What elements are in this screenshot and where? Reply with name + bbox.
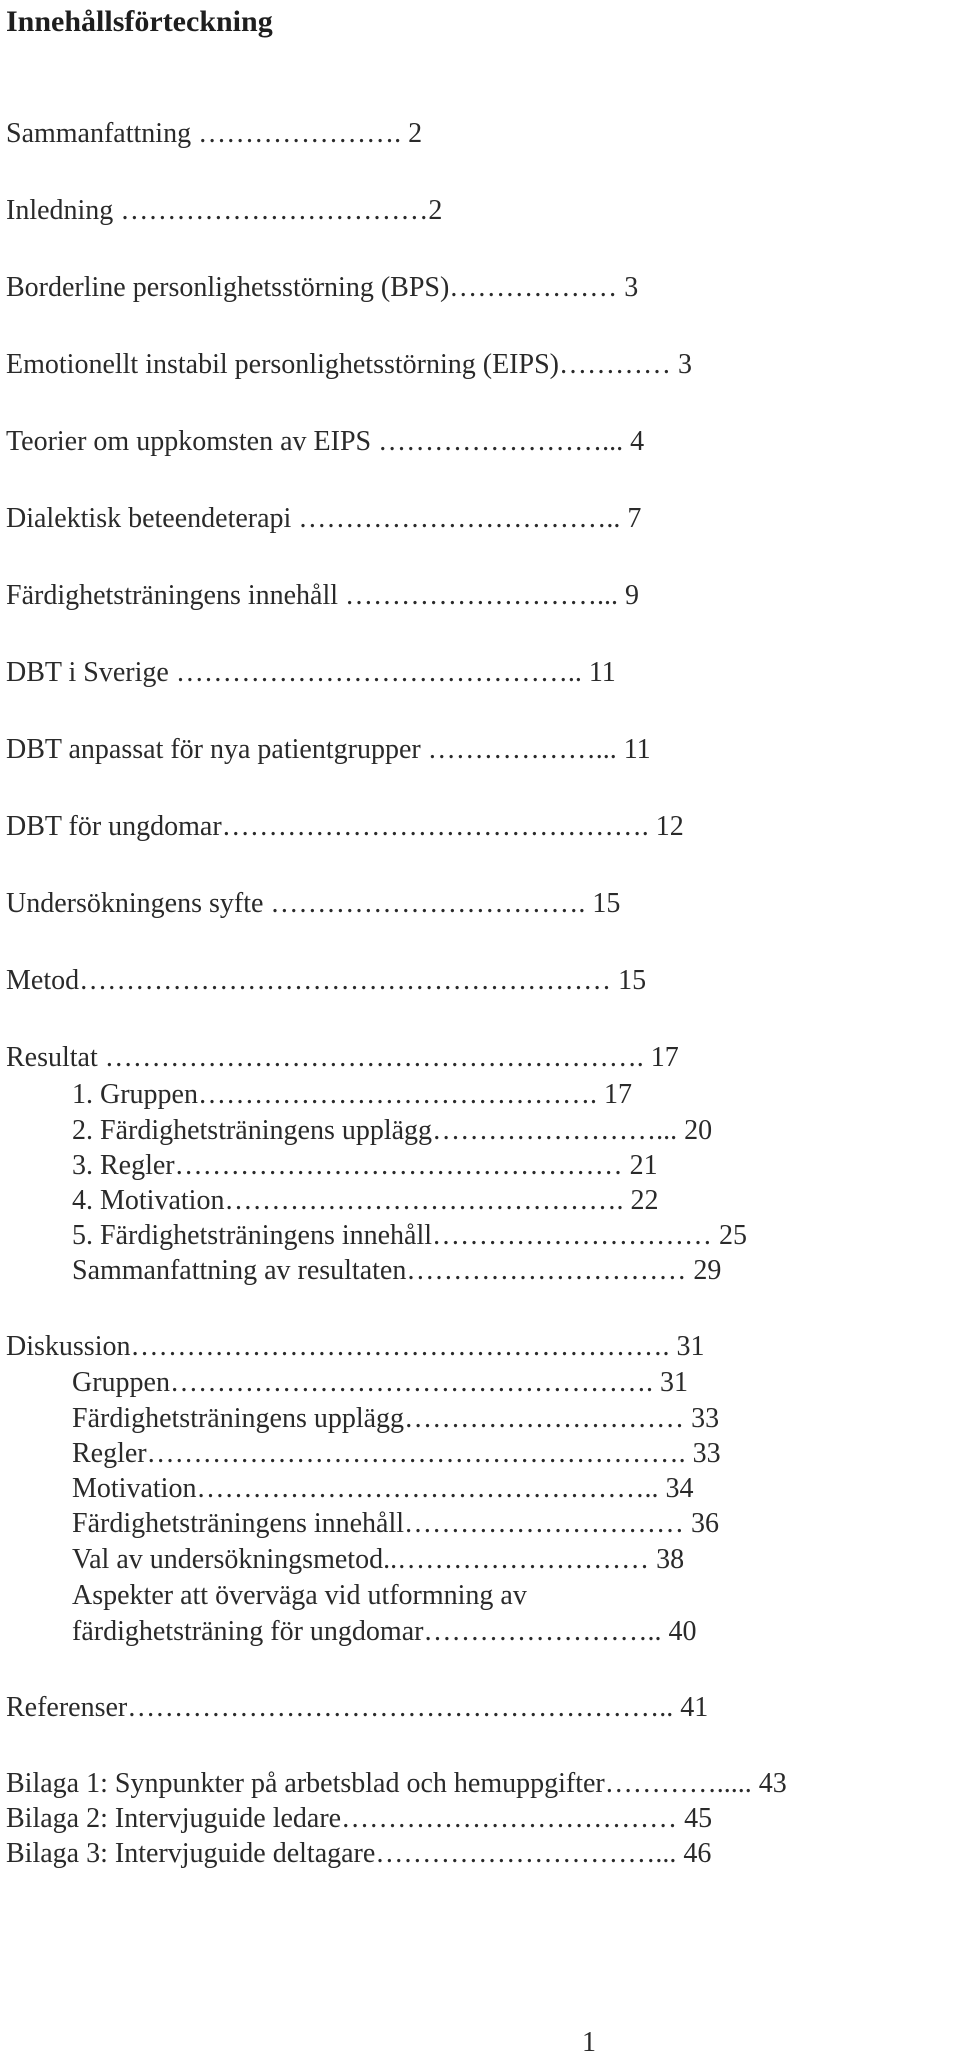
toc-entry-page: 33 xyxy=(691,1403,720,1434)
toc-entry-label: DBT anpassat för nya patientgrupper xyxy=(6,734,421,765)
toc-entry-leader: ……………………………………. xyxy=(224,1185,631,1216)
toc-entry-page: 11 xyxy=(623,734,651,765)
toc-entry[interactable] xyxy=(72,1543,684,1577)
toc-entry-leader: ………………………... xyxy=(338,580,626,611)
toc-entry-leader: ………………………… xyxy=(432,1220,720,1251)
toc-entry-leader: ………………………… xyxy=(404,1403,692,1434)
toc-entry-leader: ……………………………. xyxy=(263,888,593,919)
toc-entry-leader: ………………………………………….. xyxy=(196,1473,666,1504)
toc-entry-label: Bilaga 1: Synpunkter på arbetsblad och hemuppgifter xyxy=(6,1768,605,1799)
toc-entry-page: 40 xyxy=(668,1616,697,1647)
toc-entry-leader: ……………………………… xyxy=(341,1803,685,1834)
toc-entry-page: 38 xyxy=(656,1544,685,1575)
toc-entry-page: 36 xyxy=(691,1508,720,1539)
toc-entry[interactable] xyxy=(72,1254,721,1288)
toc-entry-page: 2 xyxy=(428,195,443,226)
toc-entry[interactable] xyxy=(6,1330,704,1364)
toc-entry-label: Undersökningens syfte xyxy=(6,888,264,919)
toc-entry[interactable] xyxy=(6,117,422,151)
toc-entry[interactable] xyxy=(72,1437,721,1471)
toc-entry-page: 12 xyxy=(655,811,684,842)
toc-entry-leader: …………………………………………………. xyxy=(130,1331,677,1362)
toc-entry-label: Diskussion xyxy=(6,1331,131,1362)
toc-entry[interactable] xyxy=(6,348,692,382)
toc-entry-page: 2 xyxy=(408,118,423,149)
toc-entry[interactable] xyxy=(72,1114,712,1148)
toc-entry-page: 22 xyxy=(630,1185,659,1216)
toc-entry-page: 43 xyxy=(758,1768,787,1799)
toc-entry-label: färdighetsträning för ungdomar xyxy=(72,1616,424,1647)
toc-entry-label: Gruppen xyxy=(72,1367,170,1398)
toc-entry-label: Val av undersökningsmetod xyxy=(72,1544,384,1575)
toc-entry-page: 4 xyxy=(630,426,645,457)
toc-entry-label: Resultat xyxy=(6,1042,98,1073)
toc-entry-page: 31 xyxy=(659,1367,688,1398)
toc-entry-label: Teorier om uppkomsten av EIPS xyxy=(6,426,372,457)
toc-entry[interactable] xyxy=(72,1184,658,1218)
toc-entry[interactable] xyxy=(72,1219,747,1253)
toc-entry[interactable] xyxy=(72,1149,658,1183)
toc-entry[interactable] xyxy=(6,733,651,767)
page-number: 1 xyxy=(582,2027,596,2058)
toc-entry-label: 3. Regler xyxy=(72,1150,175,1181)
toc-entry-page: 25 xyxy=(719,1220,748,1251)
toc-entry-leader: ………………………………………………… xyxy=(79,965,619,996)
toc-entry[interactable] xyxy=(6,271,638,305)
toc-entry-label: Borderline personlighetsstörning (BPS) xyxy=(6,272,450,303)
toc-entry-page: 3 xyxy=(677,349,692,380)
toc-entry[interactable] xyxy=(72,1579,527,1613)
toc-entry-leader: …………………………... xyxy=(375,1838,684,1869)
toc-entry-label: 4. Motivation xyxy=(72,1185,225,1216)
toc-entry-label: 2. Färdighetsträningens upplägg xyxy=(72,1115,433,1146)
toc-entry-leader: ………………………… xyxy=(406,1255,694,1286)
toc-entry[interactable] xyxy=(72,1615,696,1649)
toc-entry-leader: ………………... xyxy=(420,734,624,765)
toc-entry[interactable] xyxy=(6,887,620,921)
toc-entry-leader: ……………………………………………. xyxy=(169,1367,660,1398)
toc-entry-leader: …………………………… xyxy=(113,195,429,226)
toc-entry-page: 31 xyxy=(676,1331,705,1362)
toc-entry-label: DBT i Sverige xyxy=(6,657,169,688)
toc-entry-leader: …………………. xyxy=(191,118,409,149)
toc-entry-leader: ………… xyxy=(558,349,678,380)
toc-entry-label: Emotionellt instabil personlighetsstörning (EIPS) xyxy=(6,349,559,380)
toc-entry-label: 5. Färdighetsträningens innehåll xyxy=(72,1220,433,1251)
toc-entry-page: 46 xyxy=(683,1838,712,1869)
toc-entry-page: 17 xyxy=(603,1079,632,1110)
toc-entry[interactable] xyxy=(6,1691,708,1725)
toc-entry-page: 41 xyxy=(680,1692,709,1723)
toc-entry[interactable] xyxy=(6,502,641,536)
toc-entry-page: 33 xyxy=(692,1438,721,1469)
toc-entry-page: 9 xyxy=(625,580,640,611)
toc-entry[interactable] xyxy=(6,425,644,459)
toc-title: Innehållsförteckning xyxy=(6,5,273,38)
toc-entry-label: Färdighetsträningens upplägg xyxy=(72,1403,405,1434)
toc-entry-label: Färdighetsträningens innehåll xyxy=(6,580,339,611)
toc-entry-label: Aspekter att överväga vid utformning av xyxy=(72,1580,527,1611)
toc-entry[interactable] xyxy=(6,194,442,228)
toc-entry-page: 21 xyxy=(629,1150,658,1181)
toc-entry[interactable] xyxy=(72,1507,719,1541)
toc-entry-leader: ……………………………………. xyxy=(197,1079,604,1110)
toc-entry[interactable] xyxy=(72,1366,688,1400)
toc-entry-page: 20 xyxy=(684,1115,713,1146)
toc-entry[interactable] xyxy=(6,579,639,613)
toc-entry-page: 3 xyxy=(624,272,639,303)
toc-entry-label: Dialektisk beteendeterapi xyxy=(6,503,292,534)
toc-entry-leader: …………..... xyxy=(604,1768,759,1799)
toc-entry-page: 29 xyxy=(693,1255,722,1286)
toc-entry-page: 45 xyxy=(684,1803,713,1834)
toc-entry-label: Referenser xyxy=(6,1692,128,1723)
toc-entry-label: Färdighetsträningens innehåll xyxy=(72,1508,405,1539)
toc-entry-page: 17 xyxy=(650,1042,679,1073)
toc-entry-leader: ………………………… xyxy=(404,1508,692,1539)
toc-entry-leader: ………………………………………… xyxy=(174,1150,630,1181)
toc-entry-leader: …………………………….. xyxy=(291,503,628,534)
toc-entry[interactable] xyxy=(6,810,684,844)
toc-entry-label: Bilaga 2: Intervjuguide ledare xyxy=(6,1803,342,1834)
toc-entry-label: Sammanfattning av resultaten xyxy=(72,1255,407,1286)
toc-entry-leader: …………………………………….. xyxy=(168,657,589,688)
toc-entry[interactable] xyxy=(6,1767,787,1801)
toc-entry-label: 1. Gruppen xyxy=(72,1079,198,1110)
toc-entry-label: Bilaga 3: Intervjuguide deltagare xyxy=(6,1838,376,1869)
toc-entry-label: Regler xyxy=(72,1438,147,1469)
toc-entry-page: 11 xyxy=(588,657,616,688)
toc-entry-leader: ……………… xyxy=(449,272,625,303)
toc-entry-page: 7 xyxy=(627,503,642,534)
toc-entry[interactable] xyxy=(72,1078,632,1112)
toc-entry[interactable] xyxy=(72,1402,719,1436)
toc-entry-page: 34 xyxy=(665,1473,694,1504)
toc-entry[interactable] xyxy=(6,1837,711,1871)
toc-entry-leader: ..……………………… xyxy=(383,1544,657,1575)
toc-entry-label: Motivation xyxy=(72,1473,197,1504)
toc-entry-leader: ………………………………………………….. xyxy=(127,1692,681,1723)
toc-entry[interactable] xyxy=(6,1802,712,1836)
toc-entry-leader: ……………………... xyxy=(432,1115,685,1146)
toc-entry-page: 15 xyxy=(592,888,621,919)
toc-entry[interactable] xyxy=(6,656,616,690)
toc-entry-page: 15 xyxy=(618,965,647,996)
toc-entry-leader: …………………………………………………. xyxy=(97,1042,651,1073)
toc-entry[interactable] xyxy=(6,1041,679,1075)
toc-entry-label: Sammanfattning xyxy=(6,118,192,149)
toc-entry-label: DBT för ungdomar xyxy=(6,811,222,842)
toc-entry[interactable] xyxy=(72,1472,693,1506)
toc-entry-leader: …………………….. xyxy=(423,1616,669,1647)
toc-entry-label: Inledning xyxy=(6,195,114,226)
toc-entry[interactable] xyxy=(6,964,646,998)
toc-entry-label: Metod xyxy=(6,965,80,996)
toc-entry-leader: ………………………………………. xyxy=(221,811,656,842)
toc-entry-leader: ……………………... xyxy=(371,426,631,457)
toc-entry-leader: …………………………………………………. xyxy=(146,1438,693,1469)
